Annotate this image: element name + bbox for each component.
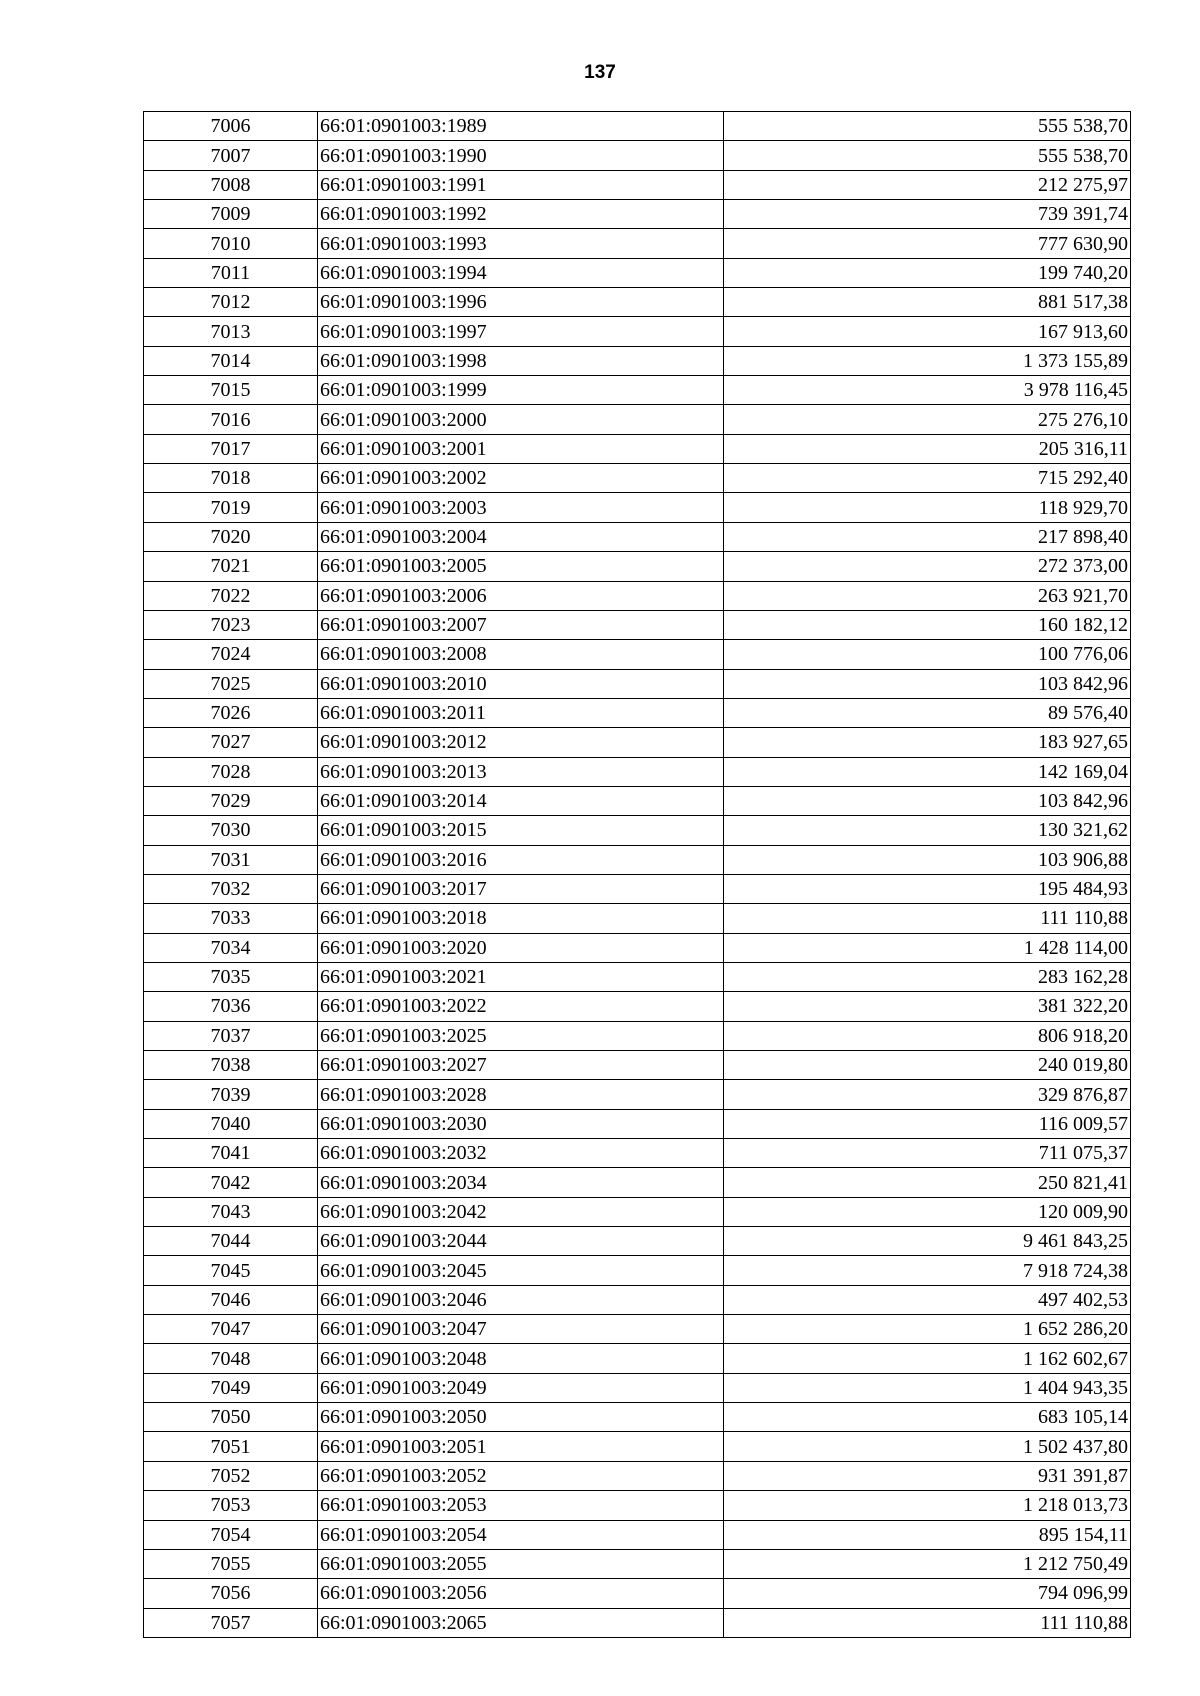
row-number-cell: 7057 bbox=[144, 1608, 318, 1637]
cadastral-value-cell: 100 776,06 bbox=[724, 640, 1131, 669]
cadastral-value-cell: 931 391,87 bbox=[724, 1461, 1131, 1490]
cadastral-value-cell: 183 927,65 bbox=[724, 728, 1131, 757]
row-number-cell: 7018 bbox=[144, 464, 318, 493]
table-row bbox=[144, 258, 1131, 287]
cadastral-value-cell: 116 009,57 bbox=[724, 1109, 1131, 1138]
cadastral-number-cell: 66:01:0901003:2049 bbox=[318, 1373, 724, 1402]
row-number-cell: 7026 bbox=[144, 698, 318, 727]
cadastral-number-cell: 66:01:0901003:2017 bbox=[318, 874, 724, 903]
cadastral-number-cell: 66:01:0901003:2056 bbox=[318, 1579, 724, 1608]
cadastral-value-cell: 1 428 114,00 bbox=[724, 933, 1131, 962]
cadastral-number-cell: 66:01:0901003:2052 bbox=[318, 1461, 724, 1490]
cadastral-number-cell: 66:01:0901003:1991 bbox=[318, 170, 724, 199]
cadastral-value-cell: 212 275,97 bbox=[724, 170, 1131, 199]
cadastral-number-cell: 66:01:0901003:1989 bbox=[318, 112, 724, 141]
table-row bbox=[144, 1432, 1131, 1461]
cadastral-number-cell: 66:01:0901003:2020 bbox=[318, 933, 724, 962]
cadastral-number-cell: 66:01:0901003:2053 bbox=[318, 1491, 724, 1520]
cadastral-value-cell: 777 630,90 bbox=[724, 229, 1131, 258]
cadastral-value-cell: 103 842,96 bbox=[724, 786, 1131, 815]
table-row bbox=[144, 1227, 1131, 1256]
row-number-cell: 7046 bbox=[144, 1285, 318, 1314]
cadastral-value-cell: 329 876,87 bbox=[724, 1080, 1131, 1109]
cadastral-number-cell: 66:01:0901003:1994 bbox=[318, 258, 724, 287]
row-number-cell: 7022 bbox=[144, 581, 318, 610]
cadastral-value-cell: 895 154,11 bbox=[724, 1520, 1131, 1549]
cadastral-number-cell: 66:01:0901003:2022 bbox=[318, 992, 724, 1021]
cadastral-number-cell: 66:01:0901003:2003 bbox=[318, 493, 724, 522]
table-row bbox=[144, 464, 1131, 493]
cadastral-number-cell: 66:01:0901003:2048 bbox=[318, 1344, 724, 1373]
row-number-cell: 7015 bbox=[144, 376, 318, 405]
cadastral-number-cell: 66:01:0901003:2045 bbox=[318, 1256, 724, 1285]
table-row bbox=[144, 376, 1131, 405]
cadastral-number-cell: 66:01:0901003:2012 bbox=[318, 728, 724, 757]
row-number-cell: 7009 bbox=[144, 200, 318, 229]
table-row bbox=[144, 640, 1131, 669]
table-row bbox=[144, 698, 1131, 727]
cadastral-number-cell: 66:01:0901003:2016 bbox=[318, 845, 724, 874]
row-number-cell: 7028 bbox=[144, 757, 318, 786]
row-number-cell: 7007 bbox=[144, 141, 318, 170]
table-row bbox=[144, 992, 1131, 1021]
cadastral-number-cell: 66:01:0901003:2010 bbox=[318, 669, 724, 698]
row-number-cell: 7029 bbox=[144, 786, 318, 815]
table-row bbox=[144, 552, 1131, 581]
row-number-cell: 7055 bbox=[144, 1549, 318, 1578]
cadastral-value-cell: 683 105,14 bbox=[724, 1403, 1131, 1432]
cadastral-value-cell: 89 576,40 bbox=[724, 698, 1131, 727]
table-row bbox=[144, 962, 1131, 991]
cadastral-number-cell: 66:01:0901003:2011 bbox=[318, 698, 724, 727]
table-row bbox=[144, 816, 1131, 845]
cadastral-number-cell: 66:01:0901003:1993 bbox=[318, 229, 724, 258]
table-row bbox=[144, 845, 1131, 874]
row-number-cell: 7051 bbox=[144, 1432, 318, 1461]
cadastral-value-cell: 7 918 724,38 bbox=[724, 1256, 1131, 1285]
row-number-cell: 7037 bbox=[144, 1021, 318, 1050]
cadastral-value-cell: 120 009,90 bbox=[724, 1197, 1131, 1226]
table-row bbox=[144, 904, 1131, 933]
row-number-cell: 7010 bbox=[144, 229, 318, 258]
cadastral-value-cell: 381 322,20 bbox=[724, 992, 1131, 1021]
cadastral-number-cell: 66:01:0901003:2044 bbox=[318, 1227, 724, 1256]
cadastral-number-cell: 66:01:0901003:2008 bbox=[318, 640, 724, 669]
cadastral-number-cell: 66:01:0901003:2002 bbox=[318, 464, 724, 493]
table-row bbox=[144, 1373, 1131, 1402]
row-number-cell: 7054 bbox=[144, 1520, 318, 1549]
table-row bbox=[144, 728, 1131, 757]
cadastral-number-cell: 66:01:0901003:2032 bbox=[318, 1139, 724, 1168]
row-number-cell: 7048 bbox=[144, 1344, 318, 1373]
table-row bbox=[144, 786, 1131, 815]
cadastral-number-cell: 66:01:0901003:2000 bbox=[318, 405, 724, 434]
cadastral-number-cell: 66:01:0901003:1990 bbox=[318, 141, 724, 170]
cadastral-value-cell: 195 484,93 bbox=[724, 874, 1131, 903]
table-row bbox=[144, 933, 1131, 962]
page-number: 137 bbox=[584, 62, 616, 83]
row-number-cell: 7025 bbox=[144, 669, 318, 698]
row-number-cell: 7023 bbox=[144, 610, 318, 639]
cadastral-number-cell: 66:01:0901003:2005 bbox=[318, 552, 724, 581]
row-number-cell: 7021 bbox=[144, 552, 318, 581]
row-number-cell: 7042 bbox=[144, 1168, 318, 1197]
cadastral-number-cell: 66:01:0901003:2065 bbox=[318, 1608, 724, 1637]
row-number-cell: 7027 bbox=[144, 728, 318, 757]
cadastral-value-cell: 711 075,37 bbox=[724, 1139, 1131, 1168]
cadastral-value-cell: 217 898,40 bbox=[724, 522, 1131, 551]
cadastral-number-cell: 66:01:0901003:1998 bbox=[318, 346, 724, 375]
cadastral-value-cell: 881 517,38 bbox=[724, 288, 1131, 317]
row-number-cell: 7039 bbox=[144, 1080, 318, 1109]
cadastral-value-cell: 103 906,88 bbox=[724, 845, 1131, 874]
table-body bbox=[144, 112, 1131, 1638]
table-row bbox=[144, 229, 1131, 258]
table-row bbox=[144, 1344, 1131, 1373]
cadastral-number-cell: 66:01:0901003:2006 bbox=[318, 581, 724, 610]
table-row bbox=[144, 112, 1131, 141]
table-row bbox=[144, 1579, 1131, 1608]
row-number-cell: 7006 bbox=[144, 112, 318, 141]
row-number-cell: 7041 bbox=[144, 1139, 318, 1168]
cadastral-value-cell: 715 292,40 bbox=[724, 464, 1131, 493]
cadastral-value-cell: 111 110,88 bbox=[724, 1608, 1131, 1637]
table-row bbox=[144, 170, 1131, 199]
row-number-cell: 7014 bbox=[144, 346, 318, 375]
cadastral-value-cell: 111 110,88 bbox=[724, 904, 1131, 933]
cadastral-value-cell: 205 316,11 bbox=[724, 434, 1131, 463]
row-number-cell: 7013 bbox=[144, 317, 318, 346]
row-number-cell: 7016 bbox=[144, 405, 318, 434]
cadastral-value-cell: 275 276,10 bbox=[724, 405, 1131, 434]
cadastral-number-cell: 66:01:0901003:2021 bbox=[318, 962, 724, 991]
table-row bbox=[144, 346, 1131, 375]
cadastral-value-cell: 272 373,00 bbox=[724, 552, 1131, 581]
table-row bbox=[144, 1197, 1131, 1226]
cadastral-number-cell: 66:01:0901003:2014 bbox=[318, 786, 724, 815]
cadastral-number-cell: 66:01:0901003:1992 bbox=[318, 200, 724, 229]
cadastral-value-cell: 167 913,60 bbox=[724, 317, 1131, 346]
cadastral-number-cell: 66:01:0901003:2001 bbox=[318, 434, 724, 463]
table-row bbox=[144, 1403, 1131, 1432]
cadastral-number-cell: 66:01:0901003:2028 bbox=[318, 1080, 724, 1109]
row-number-cell: 7056 bbox=[144, 1579, 318, 1608]
row-number-cell: 7024 bbox=[144, 640, 318, 669]
cadastral-value-cell: 283 162,28 bbox=[724, 962, 1131, 991]
cadastral-number-cell: 66:01:0901003:2034 bbox=[318, 1168, 724, 1197]
table-row bbox=[144, 1168, 1131, 1197]
cadastral-number-cell: 66:01:0901003:1997 bbox=[318, 317, 724, 346]
cadastral-value-cell: 240 019,80 bbox=[724, 1051, 1131, 1080]
cadastral-number-cell: 66:01:0901003:2025 bbox=[318, 1021, 724, 1050]
cadastral-number-cell: 66:01:0901003:1996 bbox=[318, 288, 724, 317]
row-number-cell: 7012 bbox=[144, 288, 318, 317]
table-row bbox=[144, 1256, 1131, 1285]
table-row bbox=[144, 141, 1131, 170]
row-number-cell: 7053 bbox=[144, 1491, 318, 1520]
row-number-cell: 7017 bbox=[144, 434, 318, 463]
cadastral-number-cell: 66:01:0901003:2051 bbox=[318, 1432, 724, 1461]
row-number-cell: 7043 bbox=[144, 1197, 318, 1226]
cadastral-value-cell: 160 182,12 bbox=[724, 610, 1131, 639]
table-row bbox=[144, 1051, 1131, 1080]
cadastral-number-cell: 66:01:0901003:2027 bbox=[318, 1051, 724, 1080]
table-row bbox=[144, 493, 1131, 522]
cadastral-number-cell: 66:01:0901003:2015 bbox=[318, 816, 724, 845]
cadastral-value-cell: 1 502 437,80 bbox=[724, 1432, 1131, 1461]
row-number-cell: 7034 bbox=[144, 933, 318, 962]
row-number-cell: 7038 bbox=[144, 1051, 318, 1080]
cadastral-value-cell: 739 391,74 bbox=[724, 200, 1131, 229]
table-row bbox=[144, 581, 1131, 610]
row-number-cell: 7031 bbox=[144, 845, 318, 874]
table-row bbox=[144, 405, 1131, 434]
cadastral-value-cell: 263 921,70 bbox=[724, 581, 1131, 610]
row-number-cell: 7045 bbox=[144, 1256, 318, 1285]
row-number-cell: 7030 bbox=[144, 816, 318, 845]
table-row bbox=[144, 200, 1131, 229]
row-number-cell: 7033 bbox=[144, 904, 318, 933]
table-row bbox=[144, 1139, 1131, 1168]
table-row bbox=[144, 1315, 1131, 1344]
table-row bbox=[144, 1080, 1131, 1109]
cadastral-number-cell: 66:01:0901003:2050 bbox=[318, 1403, 724, 1432]
row-number-cell: 7032 bbox=[144, 874, 318, 903]
table-row bbox=[144, 1549, 1131, 1578]
row-number-cell: 7044 bbox=[144, 1227, 318, 1256]
table-row bbox=[144, 610, 1131, 639]
table-row bbox=[144, 1461, 1131, 1490]
table-row bbox=[144, 317, 1131, 346]
cadastral-number-cell: 66:01:0901003:2055 bbox=[318, 1549, 724, 1578]
row-number-cell: 7052 bbox=[144, 1461, 318, 1490]
cadastral-number-cell: 66:01:0901003:2030 bbox=[318, 1109, 724, 1138]
row-number-cell: 7020 bbox=[144, 522, 318, 551]
cadastral-value-cell: 1 218 013,73 bbox=[724, 1491, 1131, 1520]
row-number-cell: 7049 bbox=[144, 1373, 318, 1402]
table-row bbox=[144, 757, 1131, 786]
cadastral-number-cell: 66:01:0901003:2018 bbox=[318, 904, 724, 933]
table-row bbox=[144, 1109, 1131, 1138]
cadastral-value-cell: 1 212 750,49 bbox=[724, 1549, 1131, 1578]
row-number-cell: 7019 bbox=[144, 493, 318, 522]
row-number-cell: 7011 bbox=[144, 258, 318, 287]
cadastral-value-cell: 794 096,99 bbox=[724, 1579, 1131, 1608]
cadastral-value-cell: 555 538,70 bbox=[724, 141, 1131, 170]
row-number-cell: 7047 bbox=[144, 1315, 318, 1344]
cadastral-number-cell: 66:01:0901003:2042 bbox=[318, 1197, 724, 1226]
cadastral-value-cell: 1 404 943,35 bbox=[724, 1373, 1131, 1402]
cadastral-number-cell: 66:01:0901003:2007 bbox=[318, 610, 724, 639]
cadastral-number-cell: 66:01:0901003:2054 bbox=[318, 1520, 724, 1549]
cadastral-value-cell: 118 929,70 bbox=[724, 493, 1131, 522]
table-row bbox=[144, 1285, 1131, 1314]
row-number-cell: 7050 bbox=[144, 1403, 318, 1432]
cadastral-value-cell: 103 842,96 bbox=[724, 669, 1131, 698]
table-row bbox=[144, 1608, 1131, 1637]
cadastral-value-cell: 3 978 116,45 bbox=[724, 376, 1131, 405]
table-row bbox=[144, 1491, 1131, 1520]
cadastral-value-cell: 555 538,70 bbox=[724, 112, 1131, 141]
cadastral-value-cell: 1 373 155,89 bbox=[724, 346, 1131, 375]
table-row bbox=[144, 669, 1131, 698]
table-row bbox=[144, 522, 1131, 551]
cadastral-value-cell: 497 402,53 bbox=[724, 1285, 1131, 1314]
cadastral-value-cell: 130 321,62 bbox=[724, 816, 1131, 845]
cadastral-value-cell: 142 169,04 bbox=[724, 757, 1131, 786]
row-number-cell: 7008 bbox=[144, 170, 318, 199]
row-number-cell: 7036 bbox=[144, 992, 318, 1021]
cadastral-number-cell: 66:01:0901003:2047 bbox=[318, 1315, 724, 1344]
table-row bbox=[144, 874, 1131, 903]
cadastral-value-cell: 199 740,20 bbox=[724, 258, 1131, 287]
table-row bbox=[144, 1021, 1131, 1050]
cadastral-number-cell: 66:01:0901003:1999 bbox=[318, 376, 724, 405]
cadastral-value-cell: 9 461 843,25 bbox=[724, 1227, 1131, 1256]
row-number-cell: 7040 bbox=[144, 1109, 318, 1138]
row-number-cell: 7035 bbox=[144, 962, 318, 991]
cadastral-value-cell: 1 652 286,20 bbox=[724, 1315, 1131, 1344]
cadastral-number-cell: 66:01:0901003:2046 bbox=[318, 1285, 724, 1314]
cadastral-number-cell: 66:01:0901003:2004 bbox=[318, 522, 724, 551]
cadastral-value-table bbox=[143, 111, 1131, 1638]
cadastral-value-cell: 1 162 602,67 bbox=[724, 1344, 1131, 1373]
cadastral-value-cell: 806 918,20 bbox=[724, 1021, 1131, 1050]
table-row bbox=[144, 288, 1131, 317]
cadastral-number-cell: 66:01:0901003:2013 bbox=[318, 757, 724, 786]
cadastral-value-cell: 250 821,41 bbox=[724, 1168, 1131, 1197]
table-row bbox=[144, 434, 1131, 463]
table-row bbox=[144, 1520, 1131, 1549]
